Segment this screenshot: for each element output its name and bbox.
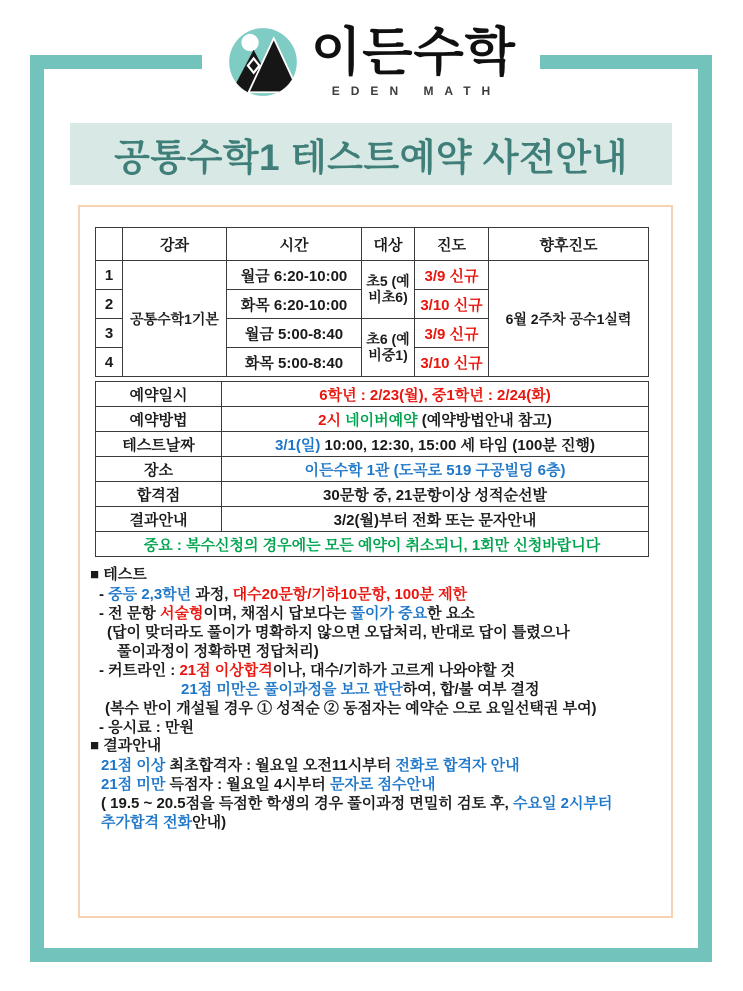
text-segment: - 커트라인 : [99,662,180,679]
text-segment: 3/2(월)부터 전화 또는 문자안내 [333,511,537,529]
info-label-cell: 합격점 [96,482,222,507]
text-segment: 중등 2,3학년 [108,586,196,603]
text-segment: 21점 이상합격 [179,662,273,679]
section-line [90,623,656,642]
section-line [90,642,656,661]
section-line [90,680,656,699]
reservation-info-table [95,381,649,557]
section-line [90,794,656,813]
frame-left-bar [30,55,44,962]
header-target: 대상 [362,228,415,261]
time-cell: 화목 5:00-8:40 [227,348,362,377]
section-result-heading: ■ 결과안내 [90,737,162,754]
time-cell: 월금 5:00-8:40 [227,319,362,348]
info-row [96,482,649,507]
section-test [90,565,656,737]
info-value-cell [222,507,649,532]
progress-cell: 3/10 신규 [415,290,489,319]
text-segment: - 전 문항 [99,605,160,622]
text-segment: 과정, [195,586,233,603]
text-segment: 서술형 [159,605,204,622]
text-segment: 2시 [318,411,346,429]
progress-cell: 3/9 신규 [415,319,489,348]
progress-cell: 3/9 신규 [415,261,489,290]
text-segment: 30문항 중, 21문항이상 성적순선발 [323,486,547,504]
text-segment: 네이버예약 [345,411,422,429]
text-segment: 21점 미만은 풀이과정을 보고 판단 [181,681,403,698]
text-segment: 문자로 점수안내 [329,776,436,793]
text-segment: 21점 이상 [101,757,170,774]
text-segment: 안내) [192,814,227,831]
row-number-cell: 2 [96,290,123,319]
text-segment: 3/1(일) [275,436,325,454]
text-segment: 전화로 합격자 안내 [395,757,520,774]
text-segment: 6학년 : 2/23(월), 중1학년 : 2/24(화) [319,386,551,404]
header-future-progress: 향후진도 [489,228,649,261]
info-label-cell: 예약일시 [96,382,222,407]
header-progress: 진도 [415,228,489,261]
text-segment: 풀이과정이 정확하면 정답처리) [117,643,319,660]
mountain-logo-icon [227,26,299,98]
info-label-cell: 결과안내 [96,507,222,532]
info-value-cell [222,457,649,482]
section-result [90,736,656,832]
info-value-cell [222,432,649,457]
text-segment: 이며, 채점시 답보다는 [203,605,351,622]
row-number-cell: 1 [96,261,123,290]
text-segment: 21점 미만 [101,776,170,793]
section-test-heading: ■ 테스트 [90,566,147,583]
info-value-cell [222,407,649,432]
info-row [96,507,649,532]
text-segment: 최초합격자 : 월요일 오전11시부터 [169,757,396,774]
notice-row [96,532,649,557]
text-segment: (답이 맞더라도 풀이가 명확하지 않으면 오답처리, 반대로 답이 틀렸으나 [107,624,570,641]
info-row [96,382,649,407]
info-value-cell [222,382,649,407]
text-segment: 추가합격 전화 [101,814,193,831]
logo-title: 이든수학 [311,24,516,83]
logo-text [311,26,516,98]
text-segment: 이나, 대수/기하가 고르게 나와야할 것 [272,662,516,679]
section-line [90,775,656,794]
text-segment: 득점자 : 월요일 4시부터 [169,776,330,793]
text-segment: 수요일 2시부터 [512,795,613,812]
frame-bottom-bar [30,948,712,962]
text-segment: ( 19.5 ~ 20.5점을 득점한 학생의 경우 풀이과정 면밀히 검토 후, [101,795,513,812]
text-segment: (복수 반이 개설될 경우 ① 성적순 ② 동점자는 예약순 으로 요일선택권 부여) [105,700,597,717]
schedule-table [95,227,649,377]
text-segment: 이든수학 1관 (도곡로 519 구공빌딩 6층) [304,461,566,479]
section-line [90,661,656,680]
future-progress-cell: 6월 2주차 공수1실력 [489,261,649,377]
text-segment: 10:00, 12:30, 15:00 세 타임 (100분 진행) [324,436,595,454]
text-segment: 하여, 합/불 여부 결정 [402,681,540,698]
text-segment: 풀이가 중요 [350,605,428,622]
row-number-cell: 4 [96,348,123,377]
frame-right-bar [698,55,712,962]
text-segment: 대수20문항/기하10문항, 100분 제한 [232,586,468,603]
text-segment: - [99,586,109,603]
banner-title: 공통수학1 테스트예약 사전안내 [70,123,672,185]
schedule-row [96,261,649,290]
info-label-cell: 예약방법 [96,407,222,432]
section-line [90,756,656,775]
logo-subtitle: EDEN MATH [331,83,502,98]
section-line [90,718,656,737]
target-cell: 초5 (예비초6) [362,261,415,319]
header-time: 시간 [227,228,362,261]
time-cell: 월금 6:20-10:00 [227,261,362,290]
header-empty [96,228,123,261]
info-row [96,407,649,432]
logo [0,26,743,98]
info-row [96,432,649,457]
section-line [90,813,656,832]
target-cell: 초6 (예비중1) [362,319,415,377]
schedule-header-row [96,228,649,261]
section-line [90,699,656,718]
text-segment: - 응시료 : 만원 [99,719,194,736]
info-value-cell [222,482,649,507]
info-row [96,457,649,482]
notice-cell: 중요 : 복수신청의 경우에는 모든 예약이 취소되니, 1회만 신청바랍니다 [96,532,649,557]
text-segment: 한 요소 [427,605,475,622]
time-cell: 화목 6:20-10:00 [227,290,362,319]
header-course: 강좌 [123,228,227,261]
section-test-lines [90,585,656,737]
section-result-lines [90,756,656,832]
section-line [90,604,656,623]
row-number-cell: 3 [96,319,123,348]
section-line [90,585,656,604]
info-label-cell: 테스트날짜 [96,432,222,457]
progress-cell: 3/10 신규 [415,348,489,377]
info-label-cell: 장소 [96,457,222,482]
course-cell: 공통수학1기본 [123,261,227,377]
text-segment: (예약방법안내 참고) [421,411,552,429]
